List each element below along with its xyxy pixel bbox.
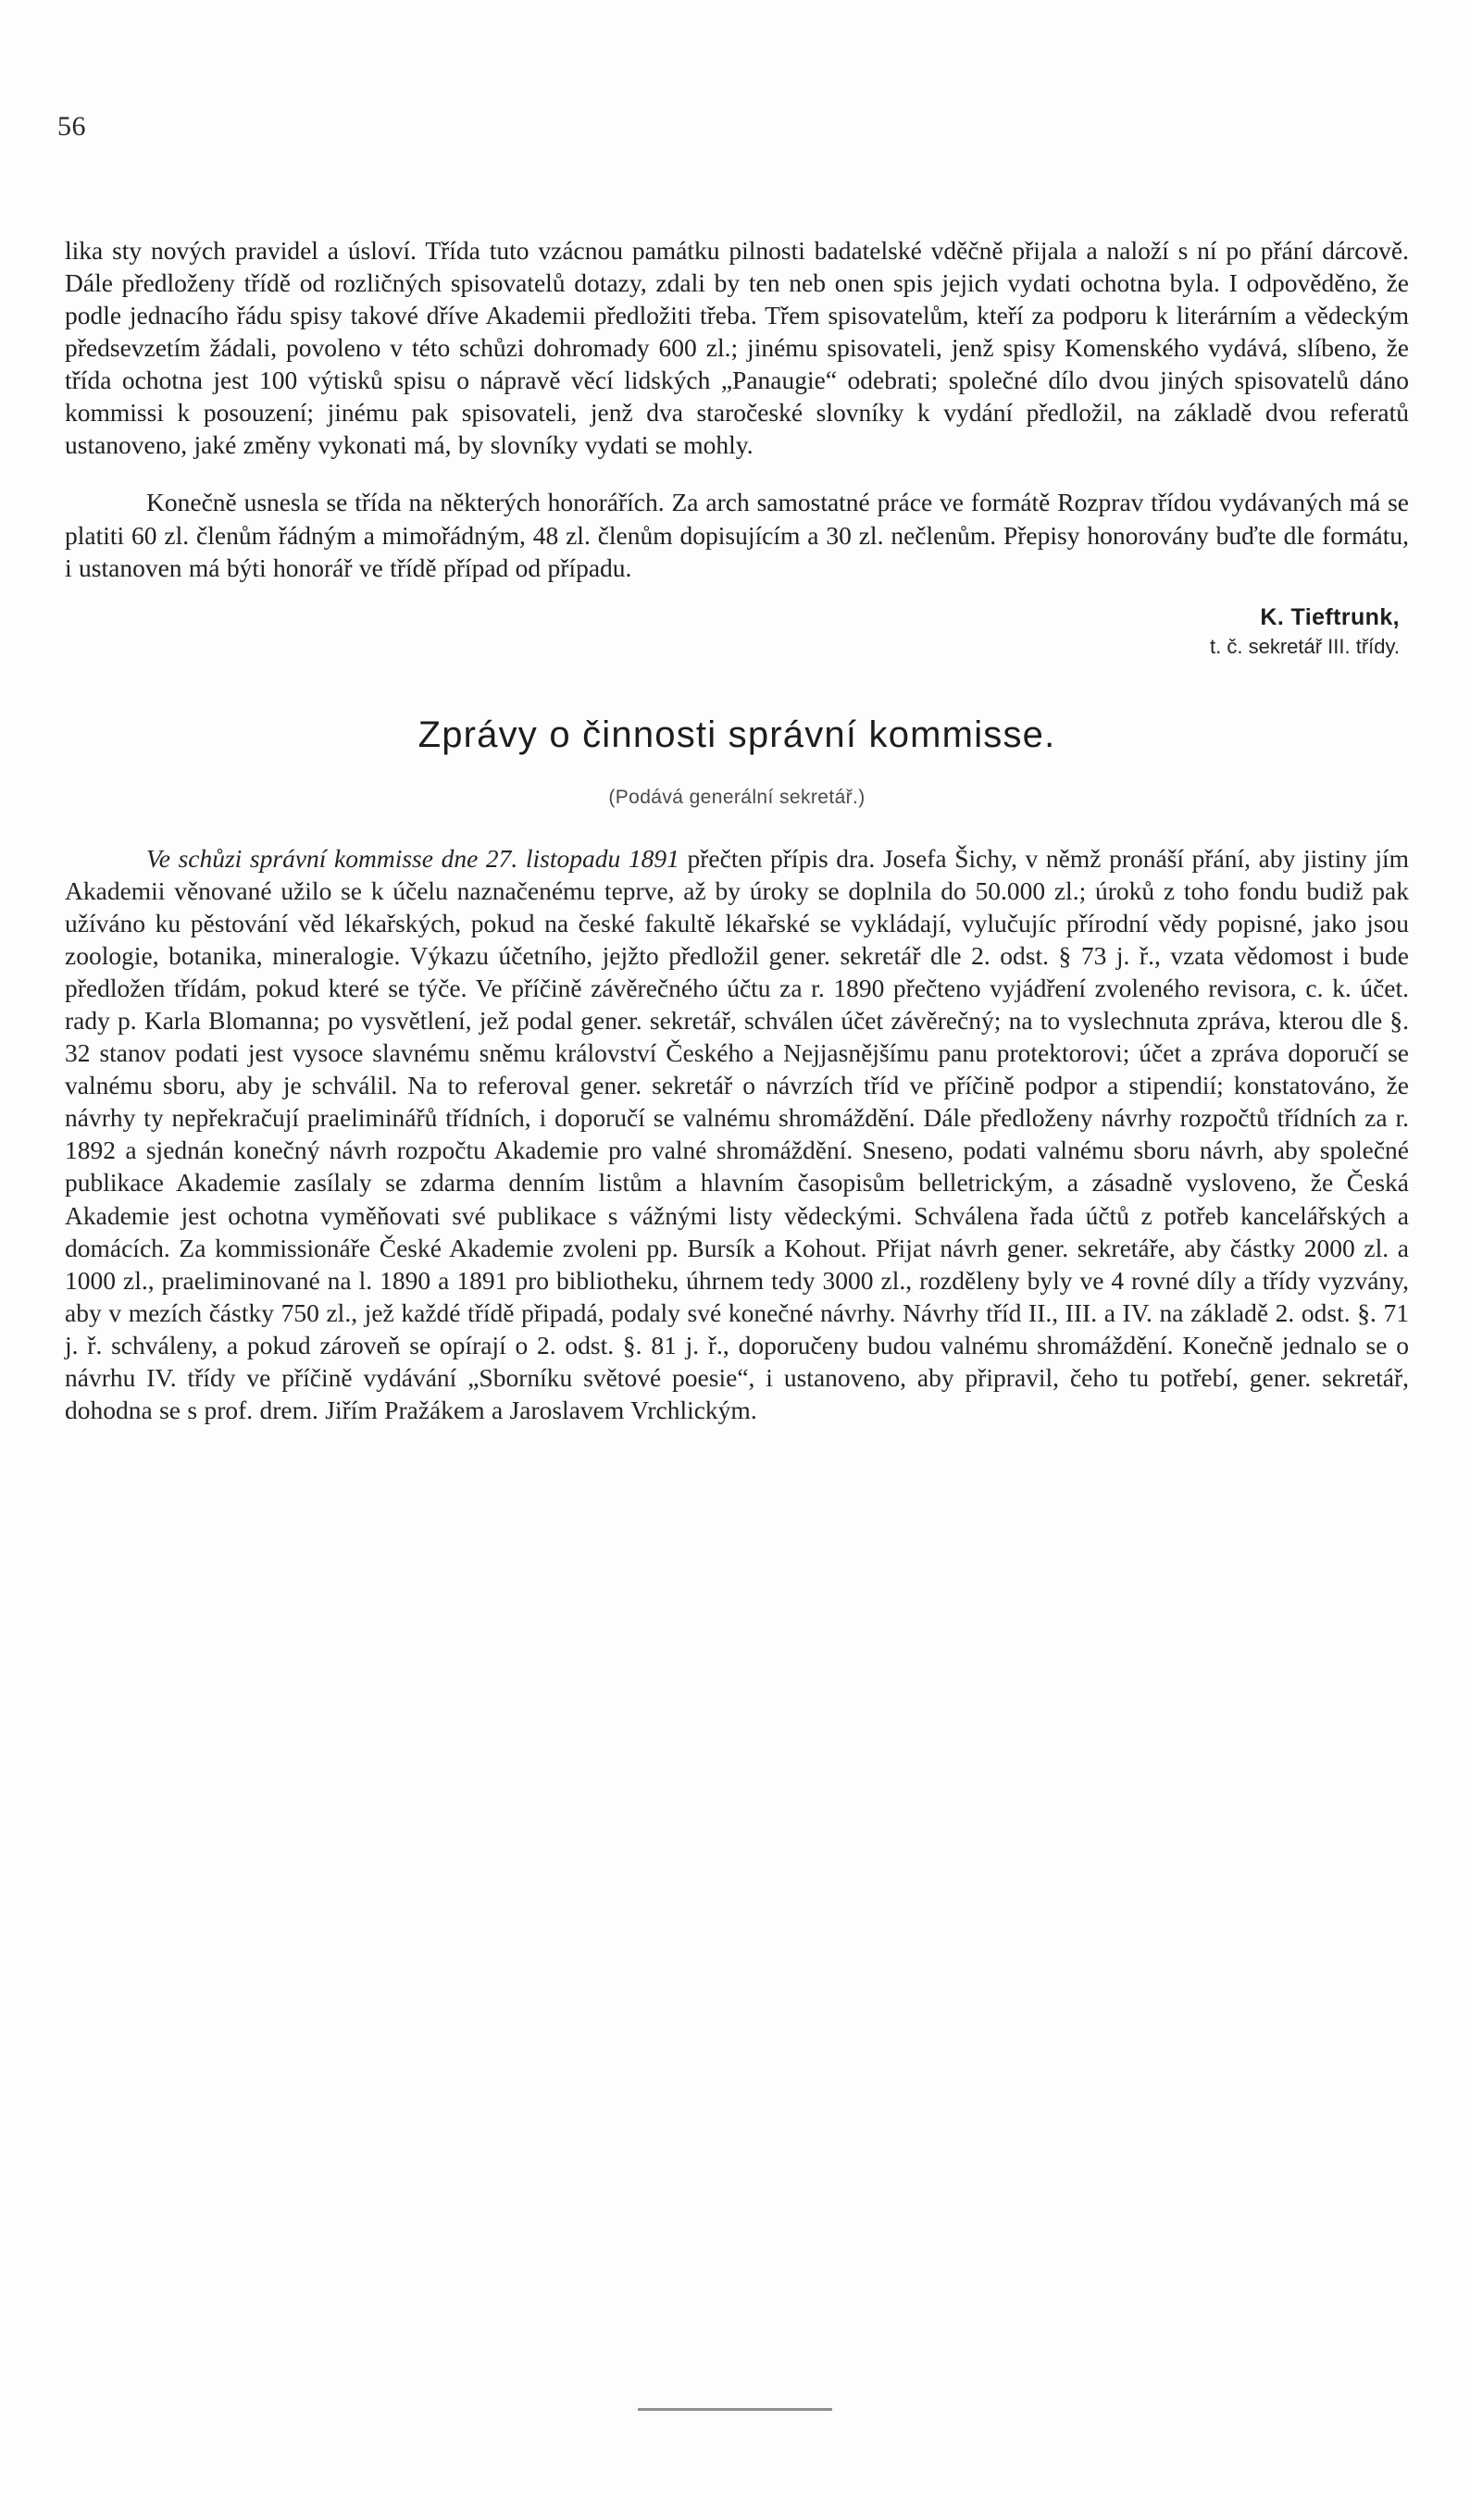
- signature-name: K. Tieftrunk,: [1260, 603, 1400, 630]
- page-content: [65, 208, 1409, 1451]
- bottom-divider: [638, 2408, 832, 2411]
- section-title: Zprávy o činnosti správní kommisse.: [417, 714, 1056, 755]
- paragraph-report: [65, 842, 1409, 1426]
- report-lead-italic: Ve schůzi správní kommisse dne 27. listopadu 1891: [146, 843, 679, 873]
- page-number: 56: [57, 111, 86, 142]
- report-body: přečten přípis dra. Josefa Šichy, v němž pronáší přání, aby jistiny jím Akademii věnované užilo se k účelu naznačenému teprve, až by úroky se doplnila do 50.000 zl.; úroků z toho fondu budiž pak užíváno ku pěstování věd lékařských, pokud na české fakultě lékařské se vykládají, vylučujíc přírodní vědy popisné, jako jsou zoologie, botanika, mineralogie. Výkazu účetního, jejžto předložil gener. sekretář dle 2. odst. § 73 j. ř., vzata vědomost i bude předložen třídám, pokud které se týče. Ve příčině závěrečného účtu za r. 1890 přečteno vyjádření zvoleného revisora, c. k. účet. rady p. Karla Blomanna; po vysvětlení, jež podal gener. sekretář, schválen účet závěrečný; na to vyslechnuta zpráva, kterou dle §. 32 stanov podati jest vysoce slavnému sněmu království Českého a Nejjasnějšímu panu protektorovi; účet a zpráva doporučí se valnému sboru, aby je schválil. Na to referoval gener. sekretář o návrzích tříd ve příčině podpor a stipendií; konstatováno, že návrhy ty nepřekračují praeliminářů třídních, i doporučí se valnému shromáždění. Dále předloženy návrhy rozpočtů třídních za r. 1892 a sjednán konečný návrh rozpočtu Akademie pro valné shromáždění. Sneseno, podati valnému sboru návrh, aby společné publikace Akademie zasílaly se zdarma denním listům a hlavním časopisům belletrickým, a zásadně vysloveno, že Česká Akademie jest ochotna vyměňovati své publikace s vážnými listy vědeckými. Schválena řada účtů z potřeb kancelářských a domácích. Za kommissionáře České Akademie zvoleni pp. Bursík a Kohout. Přijat návrh gener. sekretáře, aby částky 2000 zl. a 1000 zl., praeliminované na l. 1890 a 1891 pro bibliotheku, úhrnem tedy 3000 zl., rozděleny byly ve 4 rovné díly a třídy vyzvány, aby v mezích částky 750 zl., jež každé třídě připadá, podaly své konečné návrhy. Návrhy tříd II., III. a IV. na základě 2. odst. §. 71 j. ř. schváleny, a pokud zároveň se opírají o 2. odst. §. 81 j. ř., doporučeny budou valnému shromáždění. Konečně jednalo se o návrhu IV. třídy ve příčině vydávání „Sborníku světové poesie“, i ustanoveno, aby připravil, čeho tu potřebí, gener. sekretář, dohodna se s prof. drem. Jiřím Pražákem a Jaroslavem Vrchlickým.: [65, 843, 1410, 1424]
- signature-block: [65, 604, 1409, 659]
- paragraph-continuation: lika sty nových pravidel a úsloví. Třída tuto vzácnou památku pilnosti badatelské vděčně přijala a naloží s ní po přání dárcově. Dále předloženy třídě od rozličných spisovatelů dotazy, zdali by ten neb onen spis jejich vydati ochotna byla. I odpověděno, že podle jednacího řádu spisy takové dříve Akademii předložiti třeba. Třem spisovatelům, kteří za podporu k literárním a vědeckým předsevzetím žádali, povoleno v této schůzi dohromady 600 zl.; jinému spisovateli, jenž spisy Komenského vydává, slíbeno, že třída ochotna jest 100 výtisků spisu o nápravě věcí lidských „Panaugie“ odebrati; společné dílo dvou jiných spisovatelů dáno kommissi k posouzení; jinému pak spisovateli, jenž dva staročeské slovníky k vydání předložil, na základě dvou referatů ustanoveno, jaké změny vykonati má, by slovníky vydati se mohly.: [65, 235, 1409, 459]
- paragraph-honoraries: Konečně usnesla se třída na některých honorářích. Za arch samostatné práce ve formátě Rozprav třídou vydávaných má se platiti 60 zl. členům řádným a mimořádným, 48 zl. členům dopisujícím a 30 zl. nečlenům. Přepisy honorovány buďte dle formátu, i ustanoven má býti honorář ve třídě případ od případu.: [65, 488, 1409, 582]
- signature-role: t. č. sekretář III. třídy.: [1210, 634, 1400, 658]
- section-subtitle: (Podává generální sekretář.): [608, 786, 866, 808]
